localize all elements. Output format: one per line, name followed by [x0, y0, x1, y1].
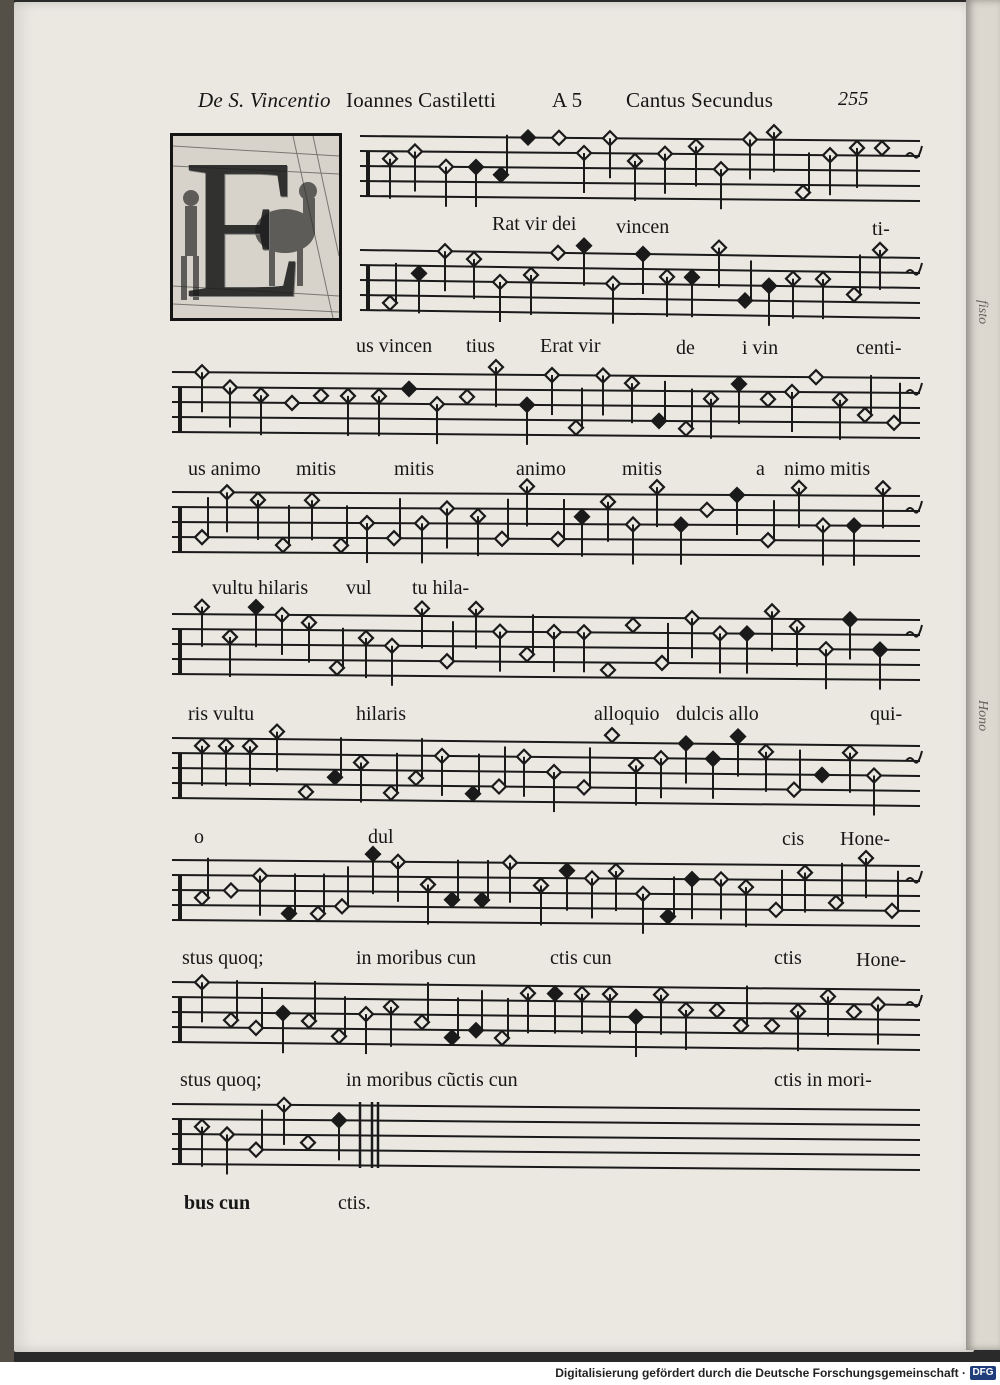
staff-line [360, 295, 920, 303]
facing-page-edge: fisto Hono [966, 0, 1000, 1350]
lyric-line-7-c: ctis cun [550, 947, 612, 969]
lyric-line-8-c: ctis in mori- [774, 1069, 872, 1091]
note-head [383, 296, 397, 310]
lyric-line-1-b: vincen [616, 216, 670, 238]
lyric-line-2-d: de [676, 337, 695, 359]
note-head [551, 532, 565, 546]
note-head [858, 408, 872, 422]
staff-line [172, 890, 920, 896]
clef [178, 387, 182, 432]
music-staff [172, 1098, 920, 1175]
note-head [301, 1136, 315, 1150]
page-number: 255 [838, 88, 869, 110]
lyric-line-7-e: Hone- [856, 949, 906, 971]
note-head [815, 768, 829, 782]
clef [178, 629, 182, 674]
music-staff [172, 600, 922, 690]
note-head [626, 618, 640, 632]
lyric-line-3-f: a [756, 458, 765, 480]
clef [178, 507, 182, 552]
note-head [384, 786, 398, 800]
lyric-line-6-d: Hone- [840, 828, 890, 850]
lyric-line-1-a: Rat vir dei [492, 213, 577, 235]
note-head [311, 907, 325, 921]
note-head [249, 1143, 263, 1157]
lyric-line-3-e: mitis [622, 458, 663, 480]
staff-line [172, 1164, 920, 1170]
footer-credit: Digitalisierung gefördert durch die Deutsche Forschungsgemeinschaft · [555, 1366, 966, 1380]
note-head [328, 770, 342, 784]
lyric-line-9-a: bus cun [184, 1192, 251, 1214]
lyric-line-4-b: vul [346, 577, 372, 599]
note-head [829, 896, 843, 910]
music-staff [360, 239, 922, 326]
note-head [577, 780, 591, 794]
note-head [809, 370, 823, 384]
lyric-line-5-e: qui- [870, 703, 903, 725]
lyric-line-5-d: dulcis allo [676, 703, 759, 725]
note-head [875, 141, 889, 155]
staff-line [172, 417, 920, 423]
clef [178, 875, 182, 920]
note-head [738, 294, 752, 308]
note-head [249, 1021, 263, 1035]
note-head [466, 787, 480, 801]
staff-line [172, 432, 920, 438]
note-head [679, 422, 693, 436]
staff-line [172, 783, 920, 791]
staff-line [360, 310, 920, 318]
lyric-line-6-c: cis [782, 828, 805, 850]
lyric-line-7-b: in moribus cun [356, 947, 476, 969]
note-head [276, 538, 290, 552]
note-head [710, 1003, 724, 1017]
staff-line [172, 659, 920, 665]
clef [178, 753, 182, 798]
music-staff [172, 847, 922, 934]
note-head [285, 396, 299, 410]
music-staff [172, 725, 922, 816]
note-head [521, 131, 535, 145]
clef [178, 997, 182, 1042]
staff-line [172, 982, 920, 990]
staff-line [360, 181, 920, 186]
lyric-line-5-a: ris vultu [188, 703, 255, 725]
music-staff [172, 479, 922, 565]
staff-line [172, 644, 920, 650]
staff-line [172, 997, 920, 1005]
note-head [520, 647, 534, 661]
music-staff [172, 975, 922, 1057]
note-head [495, 1031, 509, 1045]
note-head [440, 654, 454, 668]
header-composer: Ioannes Castiletti [346, 88, 496, 112]
lyric-line-4-a: vultu hilaris [212, 577, 309, 599]
staff-line [172, 920, 920, 926]
note-head [332, 1029, 346, 1043]
note-head [605, 728, 619, 742]
header-voice-part: Cantus Secundus [626, 88, 774, 112]
note-head [492, 779, 506, 793]
music-staff [172, 360, 922, 445]
note-head [885, 904, 899, 918]
lyric-line-2-b: tius [466, 335, 495, 357]
lyric-line-8-a: stus quoq; [180, 1069, 262, 1091]
note-head [224, 1013, 238, 1027]
lyric-line-3-a: us animo [188, 458, 261, 480]
lyric-line-5-b: hilaris [356, 703, 406, 725]
initial-letter-e: E [183, 119, 306, 340]
note-head [314, 389, 328, 403]
note-head [475, 893, 489, 907]
note-head [445, 1030, 459, 1044]
lyric-line-2-a: us vincen [356, 335, 433, 357]
staff-line [172, 798, 920, 806]
note-head [761, 533, 775, 547]
lyric-line-6-a: o [194, 826, 204, 848]
staff-line [172, 860, 920, 866]
lyric-line-3-g: nimo mitis [784, 458, 871, 480]
lyric-line-6-b: dul [368, 826, 394, 848]
note-head [787, 783, 801, 797]
lyric-line-2-c: Erat vir [540, 335, 601, 357]
note-head [652, 414, 666, 428]
note-head [409, 771, 423, 785]
footer-bar [0, 1362, 1000, 1385]
lyric-line-9-b: ctis. [338, 1192, 371, 1214]
staff-line [172, 492, 920, 496]
note-head [700, 503, 714, 517]
note-head [469, 1023, 483, 1037]
lyric-line-3-b: mitis [296, 458, 337, 480]
note-head [334, 538, 348, 552]
clef [366, 265, 370, 310]
staff-line [172, 753, 920, 761]
staff-line [172, 522, 920, 526]
note-head [569, 421, 583, 435]
note-head [415, 1015, 429, 1029]
note-head [445, 893, 459, 907]
note-head [495, 532, 509, 546]
note-head [195, 530, 209, 544]
note-head [887, 416, 901, 430]
note-head [195, 891, 209, 905]
lyric-line-3-c: mitis [394, 458, 435, 480]
note-head [847, 288, 861, 302]
lyric-line-4-c: tu hila- [412, 577, 470, 599]
note-head [335, 899, 349, 913]
note-head [551, 246, 565, 260]
staff-line [172, 1042, 920, 1050]
lyric-line-7-a: stus quoq; [182, 947, 264, 969]
note-head [282, 906, 296, 920]
staff-line [172, 507, 920, 511]
staff-line [172, 387, 920, 393]
note-head [330, 661, 344, 675]
note-head [761, 392, 775, 406]
staff-line [360, 196, 920, 201]
lyric-line-8-b: in moribus cũctis cun [346, 1069, 518, 1091]
note-head [661, 909, 675, 923]
music-staff [360, 125, 922, 209]
note-head [224, 883, 238, 897]
note-head [601, 663, 615, 677]
lyric-line-1-c: ti- [872, 218, 890, 240]
note-head [460, 390, 474, 404]
staff-line [360, 136, 920, 141]
note-head [796, 185, 810, 199]
note-head [765, 1019, 779, 1033]
note-head [494, 168, 508, 182]
lyric-line-2-f: centi- [856, 337, 902, 359]
note-head [655, 656, 669, 670]
staff-line [172, 1149, 920, 1155]
dfg-logo: DFG [970, 1366, 996, 1380]
lyric-line-2-e: i vin [742, 337, 779, 359]
note-head [302, 1014, 316, 1028]
lyric-line-5-c: alloquio [594, 703, 660, 725]
staff-line [172, 552, 920, 556]
note-head [734, 1019, 748, 1033]
note-head [402, 382, 416, 396]
staff-line [172, 1027, 920, 1035]
lyric-line-7-d: ctis [774, 947, 802, 969]
note-head [769, 903, 783, 917]
clef [178, 1119, 182, 1164]
clef [366, 151, 370, 196]
note-head [299, 785, 313, 799]
staff-line [172, 674, 920, 680]
note-head [552, 131, 566, 145]
note-head [847, 1005, 861, 1019]
header-signature: A 5 [552, 88, 583, 112]
note-head [387, 531, 401, 545]
lyric-line-3-d: animo [516, 458, 566, 480]
header-saint-title: De S. Vincentio [198, 88, 331, 112]
staff-line [172, 738, 920, 746]
